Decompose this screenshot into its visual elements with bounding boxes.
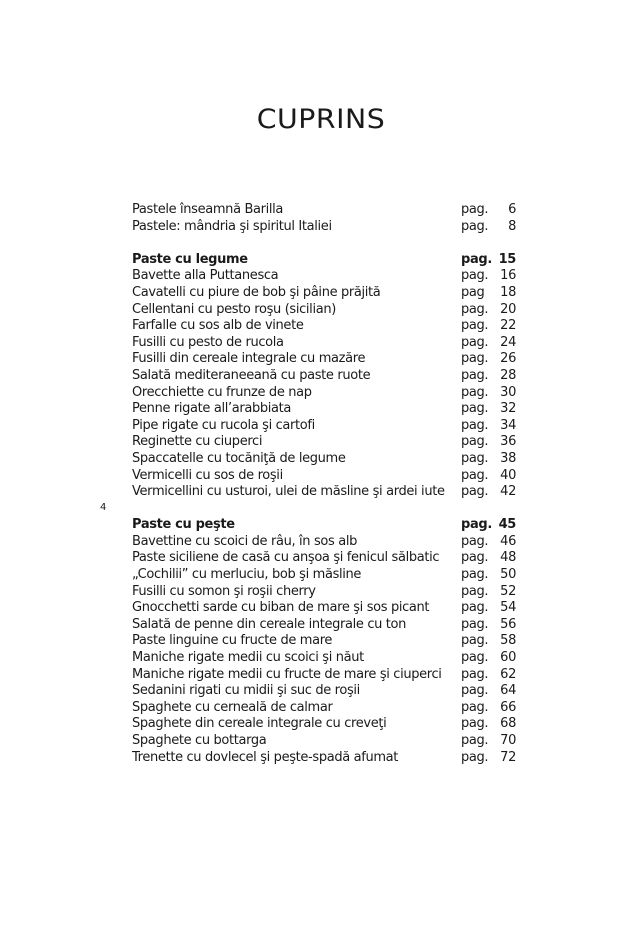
page-number: 4	[100, 502, 107, 513]
toc-entry-pag-label: pag.	[461, 484, 489, 500]
toc-entry-pag-label: pag.	[461, 450, 489, 466]
toc-entry-pag-label: pag.	[461, 616, 489, 632]
toc-entry-title: Pastele înseamnă Barilla	[132, 202, 284, 217]
toc-entry-title: Bavette alla Puttanesca	[132, 268, 279, 284]
toc-entry-page: 16	[500, 268, 516, 284]
toc-entry-title: Vermicellini cu usturoi, ulei de măsline şi ardei iute	[132, 484, 445, 500]
toc-entry-pag-label: pag.	[461, 699, 489, 715]
toc-entry	[132, 550, 516, 567]
toc-entry-pag-label: pag.	[461, 716, 489, 732]
toc-entry-title: Orecchiette cu frunze de nap	[132, 384, 312, 400]
toc-entry	[132, 285, 516, 302]
toc-entry-title: Spaghete din cereale integrale cu creveţi	[132, 716, 387, 732]
toc-entry-pag-label: pag.	[461, 384, 489, 400]
toc-entry-title: „Cochilii” cu merluciu, bob şi măsline	[132, 567, 362, 583]
toc-section-peste	[132, 517, 516, 766]
toc-entry	[132, 368, 516, 385]
toc-entry-title: Spaccatelle cu tocăniţă de legume	[132, 450, 346, 466]
toc-entry-title: Pipe rigate cu rucola şi cartofi	[132, 417, 315, 433]
toc-entry	[132, 434, 516, 451]
toc-entry-pag-label: pag.	[461, 600, 489, 616]
toc-entry-page: 32	[500, 401, 516, 417]
toc-entry-page: 30	[500, 384, 516, 400]
toc-entry-pag-label: pag.	[461, 550, 489, 566]
toc-entry-page: 20	[500, 301, 516, 317]
toc-heading-title: Paste cu peşte	[132, 517, 235, 533]
toc-entry	[132, 268, 516, 285]
toc-entry-page: 6	[508, 202, 516, 217]
toc-entry	[132, 335, 516, 352]
toc-entry-pag-label: pag.	[461, 251, 492, 267]
toc-entry	[132, 584, 516, 601]
toc-entry-page: 50	[500, 567, 516, 583]
toc-entry-page: 26	[500, 351, 516, 367]
toc-entry	[132, 534, 516, 551]
toc-entry-pag-label: pag.	[461, 301, 489, 317]
toc-entry-pag-label: pag.	[461, 467, 489, 483]
toc-entry-page: 72	[500, 749, 516, 765]
toc-entry-pag-label: pag.	[461, 334, 489, 350]
toc-entry-pag-label: pag.	[461, 567, 489, 583]
toc-entry-title: Reginette cu ciuperci	[132, 434, 263, 450]
toc-entry-pag-label: pag.	[461, 434, 489, 450]
toc-entry-page: 60	[500, 650, 516, 666]
toc-entry-page: 15	[498, 251, 516, 267]
toc-entry-title: Pastele: mândria şi spiritul Italiei	[132, 218, 332, 234]
toc-entry-page: 54	[500, 600, 516, 616]
toc-entry	[132, 468, 516, 485]
toc-entry-title: Cellentani cu pesto roşu (sicilian)	[132, 301, 336, 317]
toc-entry	[132, 484, 516, 501]
toc-entry-title: Spaghete cu bottarga	[132, 733, 267, 748]
toc-entry-page: 46	[500, 533, 516, 549]
toc-entry-pag-label: pag.	[461, 633, 489, 649]
toc-entry	[132, 733, 516, 750]
toc-entry	[132, 219, 516, 236]
toc-entry-page: 42	[500, 484, 516, 500]
toc-entry-title: Gnocchetti sarde cu biban de mare şi sos picant	[132, 600, 430, 616]
toc-entry-page: 64	[500, 683, 516, 699]
toc-entry-title: Maniche rigate medii cu fructe de mare şi ciuperci	[132, 666, 442, 682]
toc-entry-pag-label: pag.	[461, 318, 489, 334]
toc-entry-pag-label: pag.	[461, 367, 489, 383]
toc-entry-page: 8	[508, 218, 516, 234]
toc-entry-title: Salată mediteraneeană cu paste ruote	[132, 367, 371, 383]
toc-entry	[132, 633, 516, 650]
toc-entry-title: Maniche rigate medii cu scoici şi năut	[132, 650, 364, 666]
toc-entry	[132, 385, 516, 402]
toc-entry-page: 48	[500, 550, 516, 566]
toc-entry-page: 40	[500, 467, 516, 483]
toc-entry	[132, 700, 516, 717]
toc-entry	[132, 650, 516, 667]
toc-entry-page: 45	[498, 517, 516, 533]
toc-entry	[132, 202, 516, 219]
toc-entry-title: Fusilli din cereale integrale cu mazăre	[132, 351, 366, 367]
table-of-contents	[132, 202, 516, 783]
toc-entry	[132, 667, 516, 684]
toc-entry	[132, 418, 516, 435]
toc-entry	[132, 716, 516, 733]
toc-entry-title: Fusilli cu somon şi roşii cherry	[132, 583, 316, 599]
toc-entry-page: 36	[500, 434, 516, 450]
toc-entry-page: 58	[500, 633, 516, 649]
toc-entry-title: Farfalle cu sos alb de vinete	[132, 318, 304, 334]
toc-entry-pag-label: pag.	[461, 666, 489, 682]
toc-entry-page: 24	[500, 334, 516, 350]
toc-entry-pag-label: pag.	[461, 733, 489, 748]
toc-entry-title: Paste linguine cu fructe de mare	[132, 633, 333, 649]
toc-entry-pag-label: pag.	[461, 583, 489, 599]
toc-entry-title: Bavettine cu scoici de râu, în sos alb	[132, 533, 357, 549]
toc-entry-page: 18	[500, 284, 516, 300]
toc-heading-title: Paste cu legume	[132, 251, 248, 267]
toc-section-heading	[132, 517, 516, 534]
toc-entry-title: Sedanini rigati cu midii şi suc de roşii	[132, 683, 360, 699]
toc-entry	[132, 683, 516, 700]
toc-entry-pag-label: pag.	[461, 533, 489, 549]
toc-entry-page: 68	[500, 716, 516, 732]
toc-entry-pag-label: pag.	[461, 401, 489, 417]
toc-entry-page: 62	[500, 666, 516, 682]
toc-entry	[132, 351, 516, 368]
toc-entry	[132, 567, 516, 584]
toc-entry-pag-label: pag.	[461, 351, 489, 367]
toc-entry-pag-label: pag.	[461, 417, 489, 433]
toc-section-heading	[132, 252, 516, 269]
toc-entry-pag-label: pag.	[461, 202, 489, 217]
toc-entry	[132, 600, 516, 617]
toc-entry	[132, 451, 516, 468]
toc-entry	[132, 750, 516, 767]
toc-entry-pag-label: pag	[461, 284, 485, 300]
page-title: CUPRINS	[256, 104, 386, 135]
toc-entry-page: 52	[500, 583, 516, 599]
toc-section-intro	[132, 202, 516, 235]
toc-entry-title: Paste siciliene de casă cu anşoa şi fenicul sălbatic	[132, 550, 440, 566]
toc-entry-pag-label: pag.	[461, 683, 489, 699]
toc-entry-pag-label: pag.	[461, 517, 492, 533]
toc-entry-pag-label: pag.	[461, 218, 489, 234]
toc-entry-page: 34	[500, 417, 516, 433]
toc-entry-page: 66	[500, 699, 516, 715]
toc-entry-title: Penne rigate all’arabbiata	[132, 401, 292, 417]
toc-entry-page: 38	[500, 450, 516, 466]
toc-entry-page: 22	[500, 318, 516, 334]
toc-entry-page: 70	[500, 733, 516, 748]
toc-entry-page: 28	[500, 367, 516, 383]
toc-entry	[132, 302, 516, 319]
toc-entry-title: Trenette cu dovlecel şi peşte-spadă afumat	[132, 749, 399, 765]
toc-entry	[132, 401, 516, 418]
toc-entry-pag-label: pag.	[461, 268, 489, 284]
toc-entry	[132, 617, 516, 634]
toc-entry-title: Cavatelli cu piure de bob şi pâine prăjită	[132, 284, 381, 300]
toc-entry-title: Fusilli cu pesto de rucola	[132, 334, 284, 350]
toc-entry-title: Salată de penne din cereale integrale cu ton	[132, 616, 407, 632]
toc-entry-title: Spaghete cu cerneală de calmar	[132, 699, 333, 715]
toc-entry-page: 56	[500, 616, 516, 632]
toc-section-legume	[132, 252, 516, 501]
toc-entry-title: Vermicelli cu sos de roşii	[132, 467, 283, 483]
toc-entry-pag-label: pag.	[461, 749, 489, 765]
toc-entry	[132, 318, 516, 335]
toc-entry-pag-label: pag.	[461, 650, 489, 666]
